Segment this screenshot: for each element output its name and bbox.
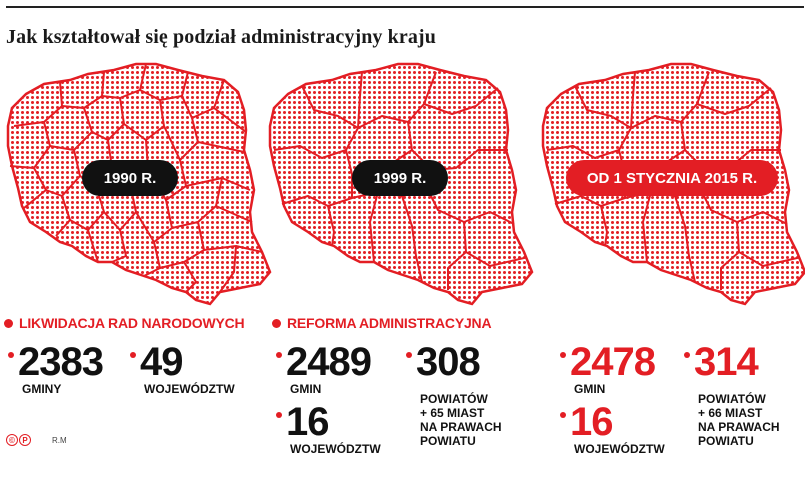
stat-label: GMIN [290,382,322,396]
publisher-logo: P [19,434,31,446]
stat-label: GMIN [574,382,606,396]
stat-value: 314 [694,340,758,384]
copyright-icon: © [6,434,18,446]
heading-likwidacja [4,315,244,331]
heading-reforma [272,315,491,331]
badge-1999: 1999 R. [352,160,448,196]
stat-label: WOJEWÓDZTW [290,442,381,456]
bullet-dot [684,352,690,358]
stat-value: 2478 [570,340,655,384]
credit [6,434,67,446]
stat-value: 49 [140,340,183,384]
bullet-dot [130,352,136,358]
stat-label: POWIATÓW + 66 MIAST NA PRAWACH POWIATU [698,392,780,448]
heading-likwidacja-text: LIKWIDACJA RAD NARODOWYCH [19,315,245,331]
stat-value: 2489 [286,340,371,384]
stat-label: WOJEWÓDZTW [574,442,665,456]
bullet-dot [8,352,14,358]
stat-label: WOJEWÓDZTW [144,382,235,396]
bullet-dot [276,352,282,358]
bullet-dot [272,319,281,328]
badge-1990: 1990 R. [82,160,178,196]
stat-value: 2383 [18,340,103,384]
heading-reforma-text: REFORMA ADMINISTRACYJNA [287,315,492,331]
bullet-dot [560,352,566,358]
badge-2015: OD 1 STYCZNIA 2015 R. [566,160,778,196]
author-credit: R.M [52,435,67,445]
stat-label: POWIATÓW + 65 MIAST NA PRAWACH POWIATU [420,392,502,448]
stat-value: 16 [286,400,329,444]
bullet-dot [276,412,282,418]
bullet-dot [560,412,566,418]
stat-value: 16 [570,400,613,444]
page-title: Jak kształtował się podział administracyjny kraju [6,26,436,48]
bullet-dot [406,352,412,358]
bullet-dot [4,319,13,328]
stat-value: 308 [416,340,480,384]
stat-label: GMINY [22,382,62,396]
